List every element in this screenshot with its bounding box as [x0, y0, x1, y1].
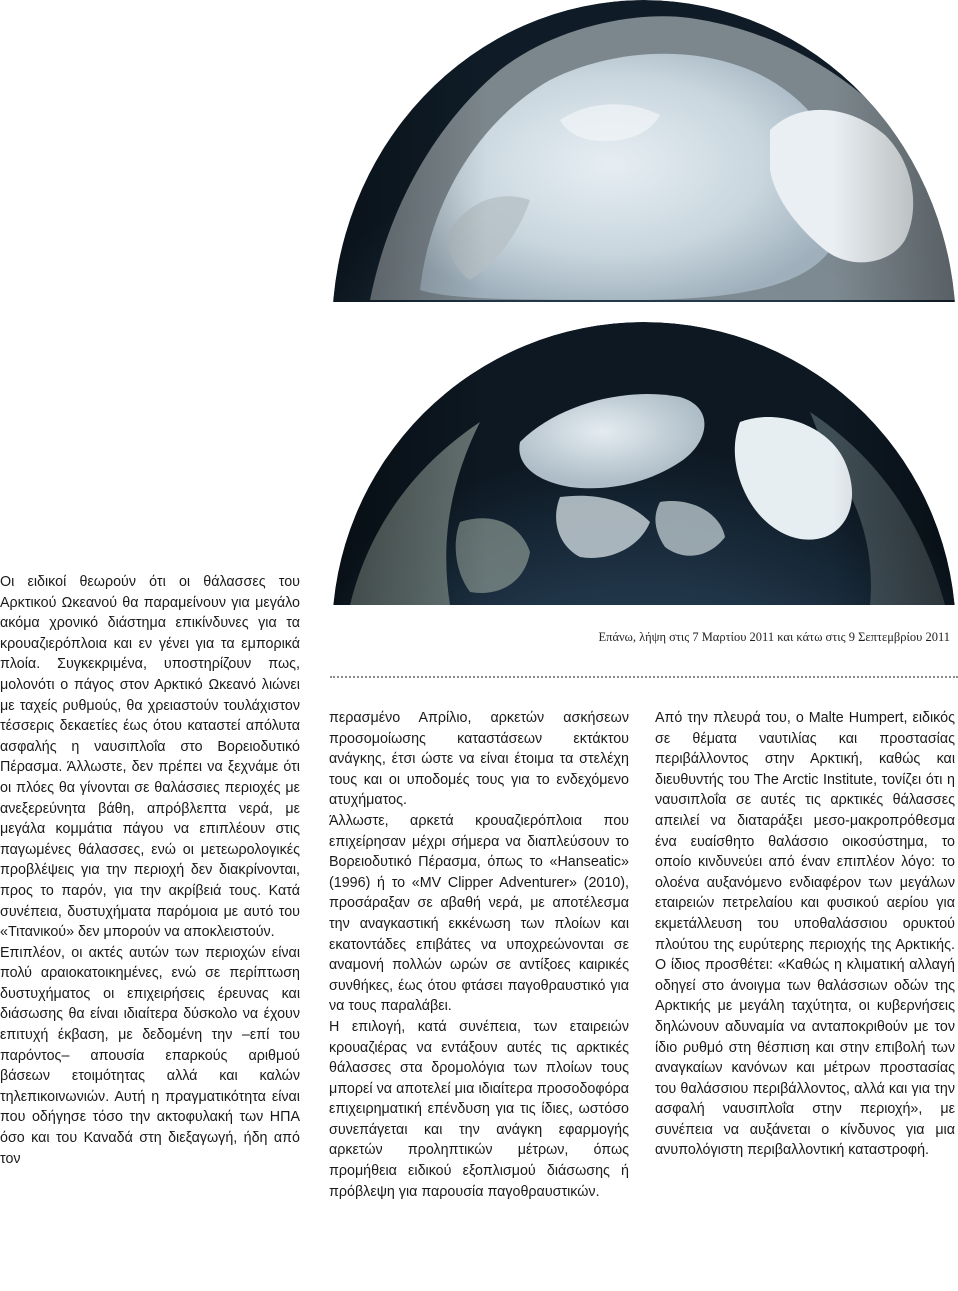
caption-divider	[330, 676, 958, 678]
paragraph: Οι ειδικοί θεωρούν ότι οι θάλασσες του Αρκτικού Ωκεανού θα παραμείνουν για μεγάλο ακόμα χρονικό διάστημα επικίνδυνες για τα κρουαζιερόπλοια και εν γένει για τα εμπορικά πλοία. Συγκεκριμένα, υποστηρίζουν πως, μολονότι ο πάγος στον Αρκτικό Ωκεανό λιώνει με ταχείς ρυθμούς, θα χρειαστούν τουλάχιστον τέσσερις δεκαετίες έως ότου καταστεί απόλυτα ασφαλής η ναυσιπλοΐα στο Βορειοδυτικό Πέρασμα. Άλλωστε, δεν πρέπει να ξεχνάμε ότι οι πλόες θα γίνονται σε θαλάσσιες περιοχές με ανεξερεύνητα βάθη, απρόβλεπτα νερά, με μεγάλα κομμάτια πάγου να επιπλέουν στις παγωμένες θάλασσες, ενώ οι μετεωρολογικές προβλέψεις για την περιοχή δεν διακρίνονται, προς το παρόν, για την ακρίβειά τους. Κατά συνέπεια, δυστυχήματα παρόμοια με αυτό του «Τιτανικού» δεν μπορούν να αποκλειστούν.	[0, 574, 300, 941]
paragraph: Η επιλογή, κατά συνέπεια, των εταιρειών κρουαζιέρας να εντάξουν αυτές τις αρκτικές θάλασσες στα δρομολόγια των πλοίων τους μπορεί να αποτελεί μια ιδιαίτερα προσοδοφόρα επιχειρηματική επένδυση για τις ίδιες, ωστόσο συνεπάγεται και την ανάγκη εφαρμογής αρκετών προληπτικών μέτρων, όπως προμήθεια ειδικού εξοπλισμού διάσωσης ή πρόβλεψη για παρουσία παγοθραυστικών.	[329, 1018, 629, 1200]
text-column-1	[0, 572, 300, 1169]
paragraph: Από την πλευρά του, ο Malte Humpert, ειδικός σε θέματα ναυτιλίας και προστασίας περιβάλλοντος στην Αρκτική, καθώς και διευθυντής του The Arctic Institute, τονίζει ότι η ναυσιπλοΐα σε αυτές τις αρκτικές θάλασσες απειλεί να διαταράξει μεσο-μακροπρόθεσμα ένα ευαίσθητο θαλάσσιο οικοσύστημα, το οποίο κινδυνεύει από έναν επιπλέον λόγο: το ολοένα αυξανόμενο ενδιαφέρον των μεγάλων εταιρειών πετρελαίου και φυσικού αερίου για εκμετάλλευση του υποθαλάσσιου ορυκτού πλούτου της ευρύτερης περιοχής της Αρκτικής. Ο ίδιος προσθέτει: «Καθώς η κλιματική αλλαγή οδηγεί στο άνοιγμα των θαλάσσιων οδών της Αρκτικής με μεγάλη ταχύτητα, οι κυβερνήσεις δηλώνουν αδυναμία να ανταποκριθούν με τον ίδιο ρυθμό στη θέσπιση και στην επιβολή των αναγκαίων κανόνων και μέτρων προστασίας του θαλάσσιου περιβάλλοντος, αλλά και για την ασφαλή ναυσιπλοΐα στην περιοχή», με συνέπεια να αυξάνεται ο κίνδυνος για μια ανυπολόγιστη περιβαλλοντική καταστροφή.	[655, 710, 955, 1159]
paragraph: Επιπλέον, οι ακτές αυτών των περιοχών είναι πολύ αραιοκατοικημένες, ενώ σε περίπτωση δυστυχήματος οι επιχειρήσεις έρευνας και διάσωσης θα είναι ιδιαίτερα δύσκολο να έχουν επιτυχή έκβαση, με δεδομένη την –επί του παρόντος– απουσία επαρκούς αριθμού βάσεων ετοιμότητας αλλά και καλών τηλεπικοινωνιών. Αυτή η πραγματικότητα είναι που οδήγησε τόσο την ακτοφυλακή των ΗΠΑ όσο και του Καναδά στη διεξαγωγή, ήδη από τον	[0, 944, 300, 1167]
text-column-2	[329, 708, 629, 1202]
arctic-globe-september-image	[330, 322, 958, 605]
text-column-3	[655, 708, 955, 1161]
paragraph: Άλλωστε, αρκετά κρουαζιερόπλοια που επιχείρησαν μέχρι σήμερα να διαπλεύσουν το Βορειοδυτικό Πέρασμα, όπως το «Hanseatic» (1996) ή το «MV Clipper Adventurer» (2010), προσάραξαν σε αβαθή νερά, με αποτέλεσμα την αναγκαστική εκκένωση των πλοίων και εκατοντάδες επιβάτες να υποχρεώνονται σε αναμονή πολλών ωρών σε αντίξοες καιρικές συνθήκες, έως ότου φτάσει παγοθραυστικό για να τους παραλάβει.	[329, 812, 629, 1015]
arctic-globe-march-image	[330, 0, 958, 302]
paragraph: περασμένο Απρίλιο, αρκετών ασκήσεων προσομοίωσης καταστάσεων εκτάκτου ανάγκης, έτσι ώστε να είναι έτοιμα τα στελέχη τους και οι υποδομές τους για το ενδεχόμενο ατυχήματος.	[329, 710, 629, 809]
figure-caption: Επάνω, λήψη στις 7 Μαρτίου 2011 και κάτω στις 9 Σεπτεμβρίου 2011	[598, 630, 950, 644]
